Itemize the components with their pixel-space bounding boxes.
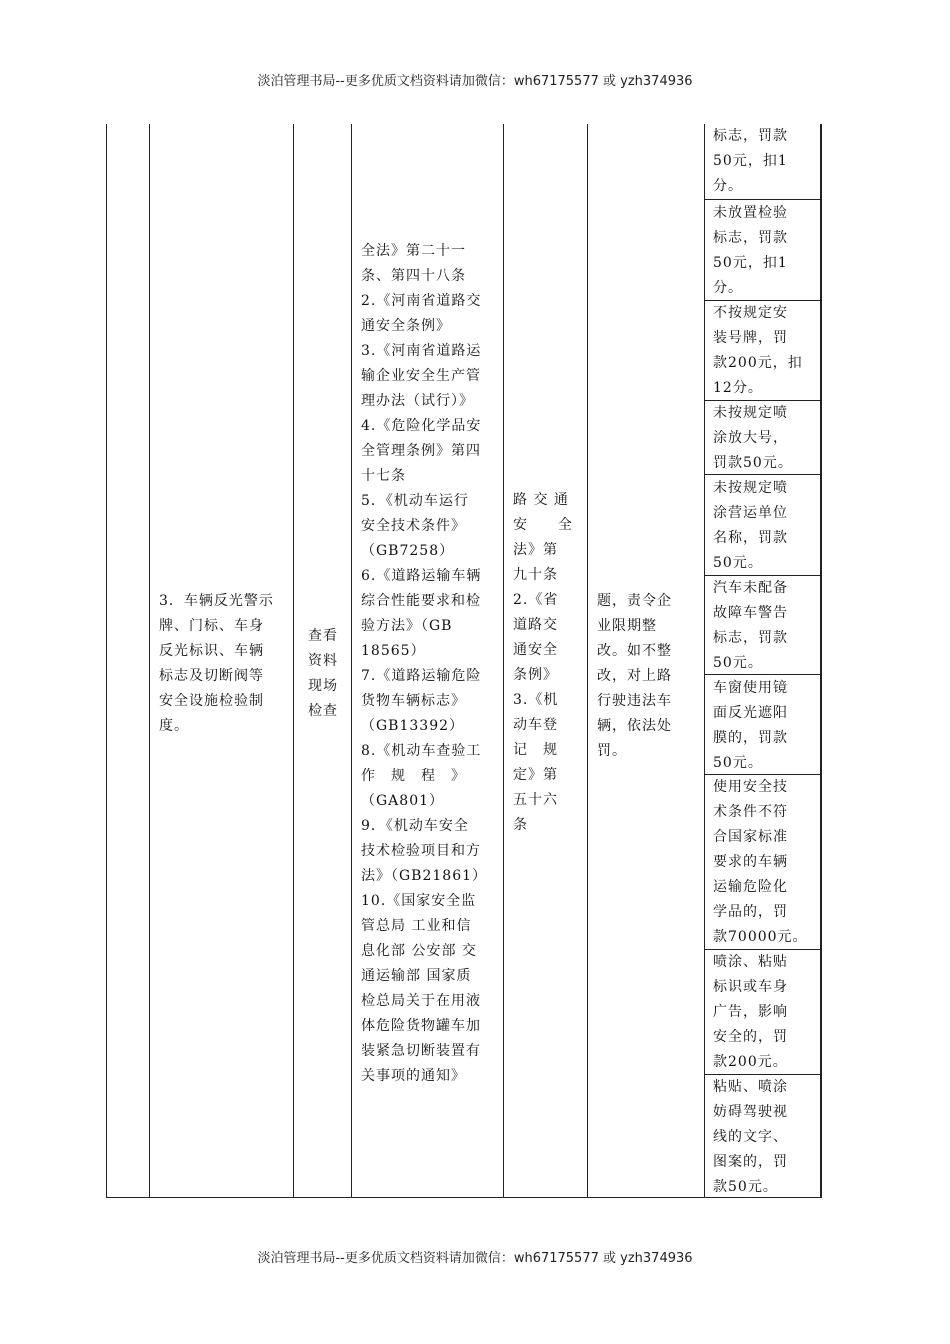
penalty-cell: 不按规定安 装号牌，罚 款200元，扣 12分。 [713, 305, 803, 396]
column-divider [149, 124, 150, 1197]
penalty-cell: 未按规定喷 涂营运单位 名称，罚款 50元。 [713, 480, 788, 571]
column-divider [351, 124, 352, 1197]
column-divider [704, 124, 705, 1197]
penalty-cell: 使用安全技 术条件不符 合国家标准 要求的车辆 运输危险化 学品的，罚 款70000元。 [713, 779, 808, 945]
penalty-cell: 车窗使用镜 面反光遮阳 膜的，罚款 50元。 [713, 680, 788, 771]
inspection-method-cell: 查看 资料 现场 检查 [308, 628, 338, 719]
page-footer: 淡泊管理书局--更多优质文档资料请加微信：wh67175577 或 yzh374936 [257, 1251, 693, 1266]
penalty-cell: 未放置检验 标志，罚款 50元，扣1 分。 [713, 205, 788, 296]
column-divider [503, 124, 504, 1197]
page-header: 淡泊管理书局--更多优质文档资料请加微信：wh67175577 或 yzh374936 [257, 74, 693, 89]
column-divider [293, 124, 294, 1197]
inspection-item-cell: 3．车辆反光警示 牌、门标、车身 反光标识、车辆 标志及切断阀等 安全设施检验制 度。 [159, 593, 274, 734]
penalty-cell: 粘贴、喷涂 妨碍驾驶视 线的文字、 图案的，罚 款50元。 [713, 1079, 788, 1195]
penalty-cell: 喷涂、粘贴 标识或车身 广告，影响 安全的，罚 款200元。 [713, 954, 788, 1070]
handling-measure-cell: 题，责令企 业限期整 改。如不整 改，对上路 行驶违法车 辆，依法处 罚。 [597, 593, 672, 759]
penalty-divider [705, 199, 820, 200]
penalty-cell: 汽车未配备 故障车警告 标志，罚款 50元。 [713, 580, 788, 671]
column-divider [587, 124, 588, 1197]
regulation-table [106, 124, 822, 1198]
penalty-cell: 标志，罚款 50元，扣1 分。 [713, 128, 788, 194]
legal-basis-cell: 全法》第二十一 条、第四十八条 2.《河南省道路交 通安全条例》 3.《河南省道路运 输企业安全生产管 理办法（试行）》 4.《危险化学品安 全管理条例》第四 十七条 5．《机动车运行 安全技术条件》 （GB7258） 6.《道路运输车辆 综合性能要求和检 验方法》（GB 18565） 7.《道路运输危险 货物车辆标志》 （GB13392） 8.《机动车查验工 作 规 程 》 （GA801） 9．《机动车安全 技术检验项目和方 法》（GB21861） 10.《国家安全监 管总局 工业和信 息化部 公安部 交 通运输部 国家质 检总局关于在用液 体危险货物罐车加 装紧急切断装置有 关事项的通知》 [361, 243, 488, 1084]
penalty-cell: 未按规定喷 涂放大号， 罚款50元。 [713, 405, 793, 471]
law-reference-cell: 路 交 通 安 全 法》第 九十条 2.《省 道路交 通安全 条例》 3.《机 动车登 记 规 定》第 五十六 条 [513, 492, 573, 833]
